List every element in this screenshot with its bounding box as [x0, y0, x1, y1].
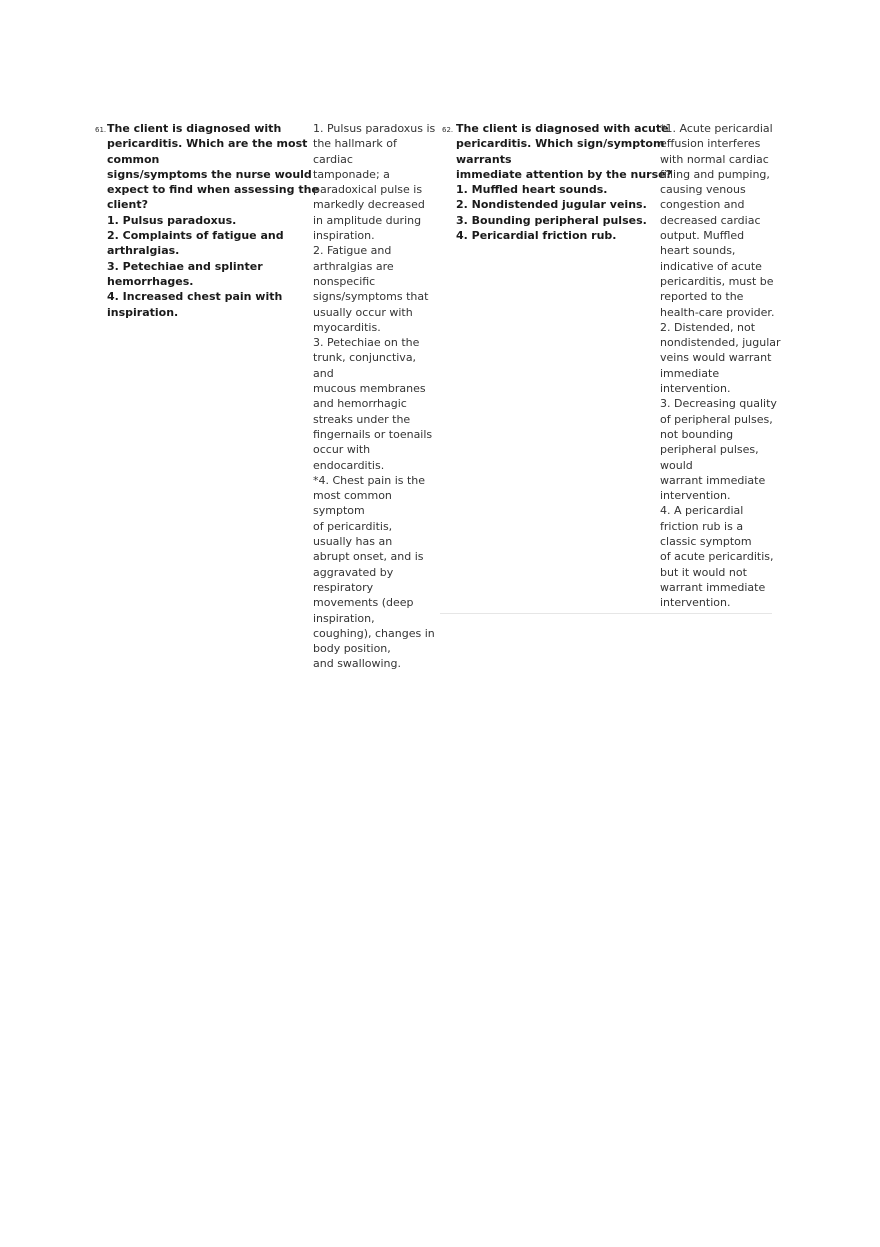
question-61-line: arthralgias. — [107, 244, 180, 258]
answer-61-line: inspiration, — [313, 611, 375, 625]
answer-62-line: health-care provider. — [660, 305, 775, 319]
answer-62-line: causing venous — [660, 183, 746, 197]
answer-61-line: streaks under the — [313, 412, 411, 426]
question-62-option-1: 1. Muffled heart sounds. — [456, 183, 608, 197]
question-61-line: inspiration. — [107, 305, 179, 319]
answer-61-line: most common — [313, 489, 392, 503]
answer-62-line: with normal cardiac — [660, 152, 769, 166]
answer-61-line: in amplitude during — [313, 213, 422, 227]
question-62-option-4: 4. Pericardial friction rub. — [456, 229, 617, 243]
answer-62-line: peripheral pulses, — [660, 443, 759, 457]
question-61-text — [107, 121, 319, 320]
answer-61-line: occur with — [313, 443, 371, 457]
question-62-text — [456, 121, 672, 243]
answer-61-line: and — [313, 366, 334, 380]
answer-61-line: usually occur with — [313, 305, 413, 319]
question-number-61: 61. — [95, 126, 107, 134]
answer-62-line: warrant immediate — [660, 580, 766, 594]
answer-61-line: endocarditis. — [313, 458, 385, 472]
answer-61-line: and hemorrhagic — [313, 397, 407, 411]
answer-61-line: inspiration. — [313, 229, 375, 243]
answer-62-line: but it would not — [660, 565, 747, 579]
answer-62-line: intervention. — [660, 596, 731, 610]
answer-61-line: body position, — [313, 642, 391, 656]
answer-62-line: classic symptom — [660, 535, 752, 549]
answer-62-rationale — [660, 121, 781, 611]
question-61-option-3: 3. Petechiae and splinter — [107, 259, 263, 273]
question-61-option-2: 2. Complaints of fatigue and — [107, 229, 284, 243]
answer-62-line: of acute pericarditis, — [660, 550, 774, 564]
answer-62-line: heart sounds, — [660, 244, 736, 258]
answer-62-line: 3. Decreasing quality — [660, 397, 777, 411]
question-62-option-3: 3. Bounding peripheral pulses. — [456, 213, 647, 227]
answer-61-line: the hallmark of — [313, 137, 397, 151]
answer-62-line: immediate — [660, 366, 720, 380]
answer-61-line: symptom — [313, 504, 365, 518]
answer-62-line: intervention. — [660, 382, 731, 396]
answer-61-line: usually has an — [313, 535, 393, 549]
answer-61-line: fingernails or toenails — [313, 427, 433, 441]
answer-61-line: 3. Petechiae on the — [313, 336, 420, 350]
answer-61-rationale — [313, 121, 435, 672]
answer-62-line: filling and pumping, — [660, 167, 770, 181]
question-61-line: pericarditis. Which are the most — [107, 137, 308, 151]
answer-61-line: of pericarditis, — [313, 519, 393, 533]
answer-62-line: *1. Acute pericardial — [660, 122, 773, 135]
answer-61-line: trunk, conjunctiva, — [313, 351, 417, 365]
question-62-line: The client is diagnosed with acute — [456, 122, 669, 135]
answer-61-line: *4. Chest pain is the — [313, 473, 426, 487]
answer-62-line: intervention. — [660, 489, 731, 503]
answer-62-line: nondistended, jugular — [660, 336, 781, 350]
question-61-line: signs/symptoms the nurse would — [107, 167, 312, 181]
answer-62-line: congestion and — [660, 198, 745, 212]
question-62-line: warrants — [456, 152, 512, 166]
question-62-option-2: 2. Nondistended jugular veins. — [456, 198, 647, 212]
question-62-line: pericarditis. Which sign/symptom — [456, 137, 665, 151]
answer-61-line: nonspecific — [313, 274, 376, 288]
answer-61-line: 1. Pulsus paradoxus is — [313, 122, 436, 135]
answer-61-line: tamponade; a — [313, 167, 390, 181]
answer-61-line: abrupt onset, and is — [313, 550, 424, 564]
question-61-line: client? — [107, 198, 148, 212]
answer-62-line: 4. A pericardial — [660, 504, 744, 518]
question-61-line: The client is diagnosed with — [107, 122, 282, 135]
table-divider — [440, 613, 772, 614]
answer-61-line: mucous membranes — [313, 382, 426, 396]
question-61-line: expect to find when assessing the — [107, 183, 319, 197]
question-61-option-1: 1. Pulsus paradoxus. — [107, 213, 237, 227]
question-61-option-4: 4. Increased chest pain with — [107, 290, 283, 304]
answer-61-line: myocarditis. — [313, 320, 381, 334]
answer-62-line: 2. Distended, not — [660, 320, 756, 334]
answer-61-line: markedly decreased — [313, 198, 425, 212]
answer-61-line: arthralgias are — [313, 259, 394, 273]
answer-61-line: paradoxical pulse is — [313, 183, 423, 197]
question-61-line: common — [107, 152, 160, 166]
answer-62-line: of peripheral pulses, — [660, 412, 773, 426]
answer-62-line: warrant immediate — [660, 473, 766, 487]
answer-62-line: friction rub is a — [660, 519, 744, 533]
answer-61-line: movements (deep — [313, 596, 414, 610]
question-62-line: immediate attention by the nurse? — [456, 167, 672, 181]
answer-62-line: veins would warrant — [660, 351, 772, 365]
answer-62-line: would — [660, 458, 693, 472]
question-61-line: hemorrhages. — [107, 274, 194, 288]
answer-62-line: effusion interferes — [660, 137, 761, 151]
answer-62-line: output. Muffled — [660, 229, 745, 243]
answer-61-line: cardiac — [313, 152, 353, 166]
answer-62-line: pericarditis, must be — [660, 274, 774, 288]
answer-62-line: indicative of acute — [660, 259, 762, 273]
answer-61-line: coughing), changes in — [313, 626, 435, 640]
answer-61-line: aggravated by — [313, 565, 394, 579]
answer-62-line: not bounding — [660, 427, 734, 441]
answer-61-line: 2. Fatigue and — [313, 244, 392, 258]
answer-61-line: signs/symptoms that — [313, 290, 429, 304]
answer-62-line: decreased cardiac — [660, 213, 761, 227]
answer-61-line: and swallowing. — [313, 657, 402, 671]
answer-62-line: reported to the — [660, 290, 744, 304]
question-number-62: 62. — [442, 126, 454, 134]
answer-61-line: respiratory — [313, 580, 374, 594]
